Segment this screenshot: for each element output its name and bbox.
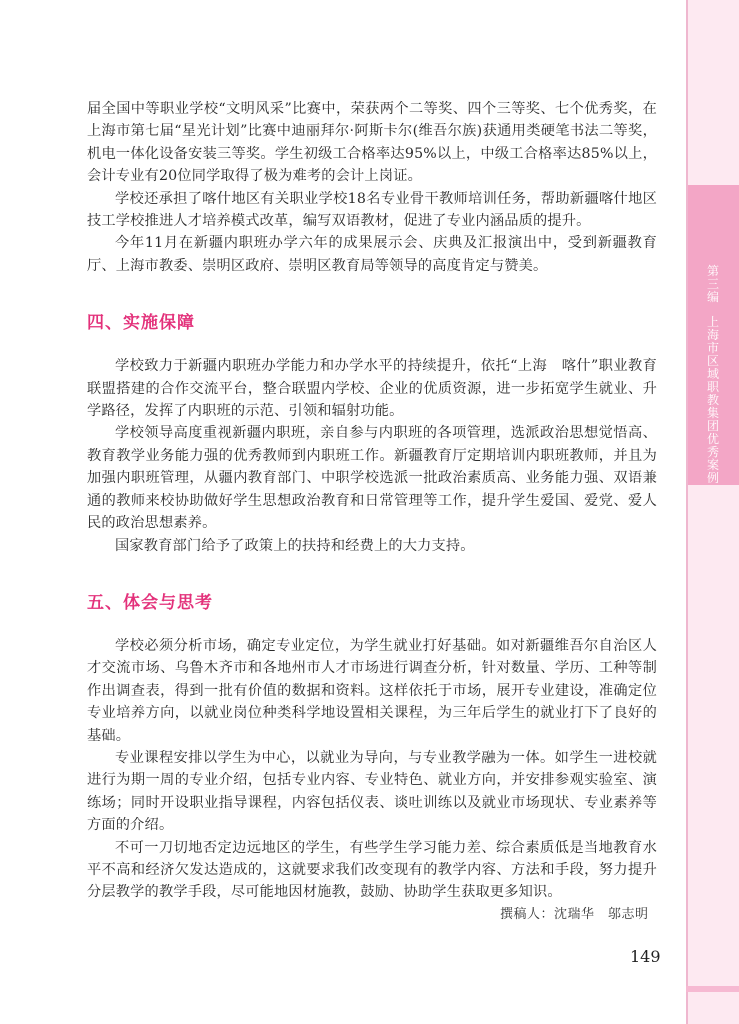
paragraph: 学校还承担了喀什地区有关职业学校18名专业骨干教师培训任务，帮助新疆喀什地区技工学校推进人才培养模式改革，编写双语教材，促进了专业内涵品质的提升。 [87, 190, 657, 230]
paragraph: 学校领导高度重视新疆内职班，亲自参与内职班的各项管理，选派政治思想觉悟高、教育教学业务能力强的优秀教师到内职班工作。新疆教育厅定期培训内职班教师，并且为加强内职班管理，从疆内教育部门、中职学校选派一批政治素质高、业务能力强、双语兼通的教师来校协助做好学生思想政治教育和日常管理等工作，提升学生爱国、爱党、爱人民的政治思想素养。 [87, 425, 657, 532]
paragraph: 不可一刀切地否定边远地区的学生，有些学生学习能力差、综合素质低是当地教育水平不高和经济欠发达造成的，这就要求我们改变现有的教学内容、方法和手段，努力提升分层教学的教学手段，尽可能地因材施教，鼓励、协助学生获取更多知识。 [87, 839, 657, 901]
author-credit [500, 903, 649, 922]
side-title-part: 第三编 [706, 264, 719, 304]
paragraph: 今年11月在新疆内职班办学六年的成果展示会、庆典及汇报演出中，受到新疆教育厅、上海市教委、崇明区政府、崇明区教育局等领导的高度肯定与赞美。 [87, 235, 657, 274]
paragraph: 届全国中等职业学校“文明风采”比赛中，荣获两个二等奖、四个三等奖、七个优秀奖，在上海市第七届“星光计划”比赛中迪丽拜尔·阿斯卡尔(维吾尔族)获通用类硬笔书法二等奖，机电一体化设备安装三等奖。学生初级工合格率达95%以上，中级工合格率达85%以上，会计专业有20位同学取得了极为难考的会计上岗证。 [87, 101, 657, 185]
side-title [704, 265, 722, 485]
page-number: 149 [630, 947, 661, 966]
author-label: 撰稿人： [500, 907, 555, 922]
section-heading: 五、体会与思考 [87, 592, 213, 613]
page-body [87, 98, 657, 904]
paragraph: 专业课程安排以学生为中心，以就业为导向，与专业教学融为一体。如学生一进校就进行为期一周的专业介绍，包括专业内容、专业特色、就业方向，并安排参观实验室、演练场；同时开设职业指导课程，内容包括仪表、谈吐训练以及就业市场现状、专业素养等方面的介绍。 [87, 749, 657, 834]
paragraph: 学校致力于新疆内职班办学能力和办学水平的持续提升，依托“上海 喀什”职业教育联盟搭建的合作交流平台，整合联盟内学校、企业的优质资源，进一步拓宽学生就业、升学路径，发挥了内职班的示范、引领和辐射功能。 [87, 358, 657, 420]
side-strip-background [688, 0, 739, 1024]
side-title-text: 上海市区域职教集团优秀案例 [706, 315, 719, 485]
side-strip-line [686, 0, 688, 1024]
paragraph: 学校必须分析市场，确定专业定位，为学生就业打好基础。如对新疆维吾尔自治区人才交流市场、乌鲁木齐市和各地州市人才市场进行调查分析，针对数量、学历、工种等制作出调查表，得到一批有价值的数据和资料。这样依托于市场，展开专业建设，准确定位专业培养方向，以就业岗位种类科学地设置相关课程，为三年后学生的就业打下了良好的基础。 [87, 637, 657, 744]
paragraph: 国家教育部门给予了政策上的扶持和经费上的大力支持。 [115, 537, 475, 554]
bottom-strip-accent [686, 986, 739, 992]
author-names: 沈瑞华 邬志明 [554, 907, 649, 922]
section-heading: 四、实施保障 [87, 313, 195, 334]
